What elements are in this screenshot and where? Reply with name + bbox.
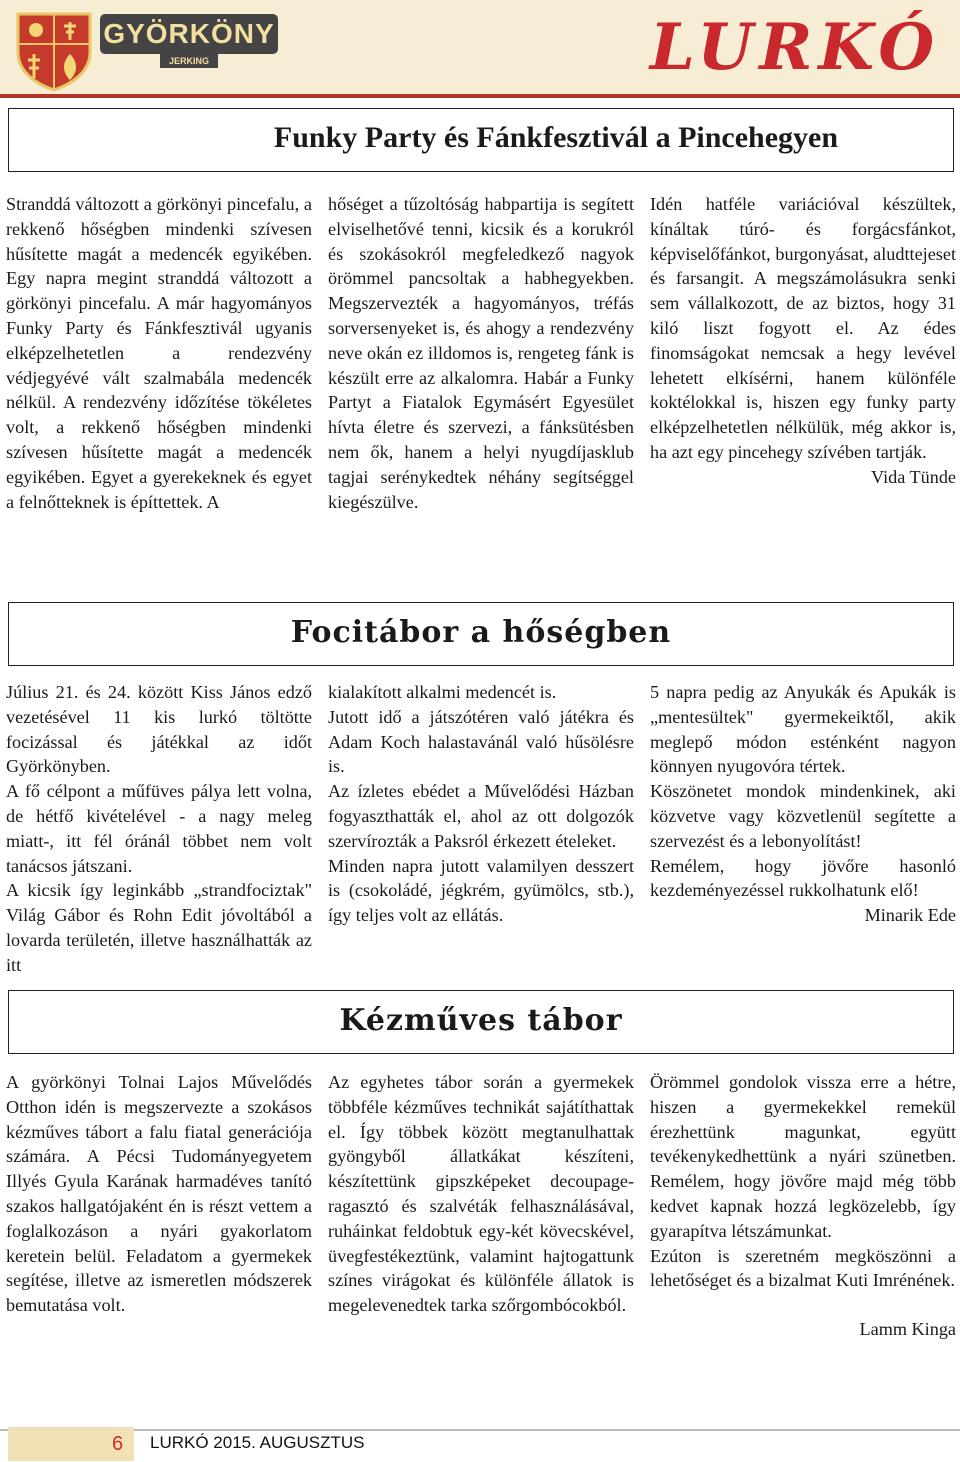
article-title-frame [8,108,954,172]
author-signature: Lamm Kinga [859,1319,956,1340]
paragraph: Stranddá változott a görkönyi pincefalu, a rekkenő hőségben mindenki szívesen hűsítette magát a medencék egyikében. Egy napra megint stranddá változott a görkönyi pincefalu. A már hagyományos Funky Party és Fánkfesztivál ugyanis elképzelhetetlen a rendezvény védjegyévé vált szalmabála medencék nélkül. A rendezvény időzítése tökéletes volt, a rekkenő hőségben mindenki szívesen hűsítette magát a medencék egyikében. Egyet a gyerekeknek és egyet a felnőtteknek is építtettek. A [6,194,312,512]
article-column [328,192,634,514]
paragraph: Július 21. és 24. között Kiss János edző vezetésével 11 kis lurkó töltötte focizással és játékkal az időt Györkönyben. [6,682,312,777]
brand-name: GYÖRKÖNY [100,14,278,54]
footer-issue: LURKÓ 2015. AUGUSZTUS [150,1433,365,1452]
article-column [650,1070,956,1342]
article-title: Focitábor a hőségben [290,615,672,650]
paragraph: Minden napra jutott valamilyen desszert is (csokoládé, jégkrém, gyümölcs, stb.), így teljes volt az ellátás. [328,855,634,926]
paragraph: Remélem, hogy jövőre hasonló kezdeményezéssel rukkolhatunk elő! [650,855,956,901]
author-signature: Vida Tünde [871,466,956,487]
paragraph: Ezúton is szeretném megköszönni a lehetőséget és a bizalmat Kuti Imrénének. [650,1245,956,1291]
article-column [6,680,312,978]
article-title-frame [8,602,954,666]
masthead-rule [0,94,960,98]
brand-subtitle: JERKING [160,54,218,68]
article-title-frame [8,990,954,1054]
author-signature: Minarik Ede [864,905,956,926]
paragraph: hőséget a tűzoltóság habpartija is segített elviselhetővé tenni, kicsik és a korukról és szokásokról megfeledkező nagyok örömmel pancsoltak a habhegyekben. Megszervezték a hagyományos, tréfás sorversenyeket is, és ahogy a rendezvény neve okán ez illdomos is, rengeteg fánk is készült erre az alkalomra. Habár a Funky Partyt a Fiatalok Egymásért Egyesület hívta életre és szervezi, a fánksütésben nem ők, hanem a helyi nyugdíjasklub tagjai serénykedtek néhány segítséggel kiegészülve. [328,194,634,512]
brand-logo [100,14,278,70]
paragraph: 5 napra pedig az Anyukák és Apukák is „mentesültek" gyermekeiktől, akik meglepő módon esténként nagyon könnyen nyugovóra tértek. [650,682,956,777]
article-column [328,680,634,928]
article-column [6,192,312,514]
paragraph: A györkönyi Tolnai Lajos Művelődés Otthon idén is megszervezte a szokásos kézműves tábort a falu fiatal generációja számára. A Pécsi Tudományegyetem Illyés Gyula Karának harmadéves tanító szakos hallgatójaként én is részt vettem a foglalkozáson a nyári gyakorlatom keretein belül. Feladatom a gyermekek segítése, illetve az ismeretlen módszerek bemutatása volt. [6,1072,312,1316]
paragraph: Örömmel gondolok vissza erre a hétre, hiszen a gyermekekkel remekül érezhettünk magunkat, együtt tevékenykedhettünk a nyári szünetben. Remélem, hogy jövőre majd még több kedvet kapnak hozzá legközelebb, így gyarapítva létszámunkat. [650,1072,956,1241]
paragraph: Jutott idő a játszótéren való játékra és Adam Koch halastavánál való hűsölésre is. [328,706,634,777]
page-number: 6 [112,1433,124,1455]
paragraph: kialakított alkalmi medencét is. [328,682,557,702]
article-column [6,1070,312,1318]
paragraph: A kicsik így leginkább „strandfociztak" Világ Gábor és Rohn Edit jóvoltából a lovarda területén, illetve használhatták az itt [6,880,312,975]
paragraph: Az egyhetes tábor során a gyermekek többféle kézműves technikát sajátíthattak el. Így többek között megtanulhattak gyöngyből állatkákat készíteni, készítettünk gipszképeket decoupage-ragasztó és szalvéták felhasználásával, ruháinkat feldobtuk egy-két kövecskével, üvegfestékeztünk, valamint hajtogattunk színes virágokat és különféle állatok is megelevenedtek tarka szőrgombócokból. [328,1072,634,1316]
paragraph: Idén hatféle variációval készültek, kínáltak túró- és forgácsfánkot, képviselőfánkot, burgonyásat, aludttejeset és farsangit. A megszámolásukra senki sem vállalkozott, de az biztos, hogy 31 kiló liszt fogyott el. Az édes finomságokat nemcsak a hegy levével lehetett elkísérni, hanem különféle koktélokkal is, hiszen egy funky party elképzelhetetlen nélkülük, még akkor is, ha azt egy pincehegy szívében tartják. [650,194,956,462]
publication-logo: LURKÓ [649,10,941,85]
paragraph: Köszönetet mondok mindenkinek, aki közvetve vagy közvetlenül segítette a szervezést és a lebonyolítást! [650,781,956,851]
article-title: Kézműves tábor [339,1003,623,1038]
article-column [328,1070,634,1318]
article-title: Funky Party és Fánkfesztivál a Pincehegyen [273,121,839,154]
coat-of-arms-icon [12,8,96,92]
article-column [650,680,956,928]
article-column [650,192,956,490]
paragraph: Az ízletes ebédet a Művelődési Házban fogyaszthatták el, ahol az ott dolgozók szervírozták a Paksról érkezett ételeket. [328,781,634,851]
footer-rule [0,1429,960,1431]
paragraph: A fő célpont a műfüves pálya lett volna, de hétfő kivételével - a nagy meleg miatt-, itt fél óránál többet nem volt tanácsos játszani. [6,781,312,876]
